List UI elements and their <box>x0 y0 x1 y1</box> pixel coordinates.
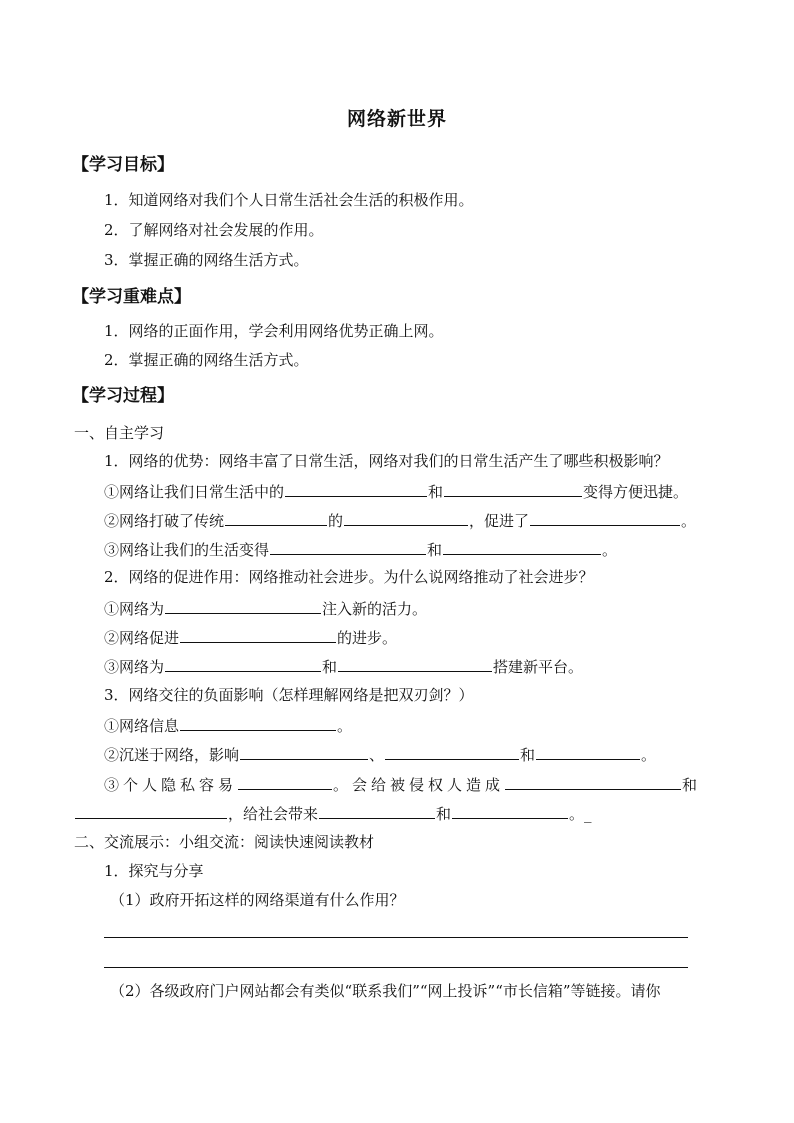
key-point-item: 2．掌握正确的网络生活方式。 <box>104 351 309 369</box>
question-1b: ②网络打破了传统 的 ，促进了 。 <box>104 509 696 531</box>
answer-blank[interactable] <box>180 714 336 731</box>
answer-blank[interactable] <box>240 743 368 760</box>
answer-blank[interactable] <box>238 773 332 790</box>
question-1a: ①网络让我们日常生活中的 和 变得方便迅捷。 <box>104 480 688 502</box>
question-3: 3．网络交往的负面影响（怎样理解网络是把双刃剑？） <box>104 686 474 704</box>
answer-blank[interactable] <box>530 509 680 526</box>
question-3a: ①网络信息 。 <box>104 714 352 736</box>
answer-blank[interactable] <box>536 743 640 760</box>
answer-blank[interactable] <box>319 802 435 819</box>
question-1c: ③网络让我们的生活变得 和 。 <box>104 538 617 560</box>
prompt-2: （2）各级政府门户网站都会有类似“联系我们”“网上投诉”“市长信箱”等链接。请你 <box>110 982 661 1000</box>
question-3c: ③个人隐私容易 。会给被侵权人造成 和 <box>104 773 701 795</box>
page-title: 网络新世界 <box>346 108 447 130</box>
answer-blank[interactable] <box>270 538 426 555</box>
key-points-heading: 【学习重难点】 <box>72 287 191 307</box>
part1-title: 一、自主学习 <box>74 424 165 442</box>
question-1: 1．网络的优势：网络丰富了日常生活，网络对我们的日常生活产生了哪些积极影响？ <box>104 452 669 470</box>
answer-blank[interactable] <box>225 509 327 526</box>
answer-line[interactable] <box>104 937 688 938</box>
process-heading: 【学习过程】 <box>72 386 174 406</box>
part2-title: 二、交流展示：小组交流：阅读快速阅读教材 <box>74 833 375 851</box>
question-2c: ③网络为 和 搭建新平台。 <box>104 655 583 677</box>
answer-line[interactable] <box>104 967 688 968</box>
question-2a: ①网络为 注入新的活力。 <box>104 597 427 619</box>
answer-blank[interactable] <box>180 626 336 643</box>
question-3d: ，给社会带来 和 。_ <box>74 802 592 824</box>
question-2: 2．网络的促进作用：网络推动社会进步。为什么说网络推动了社会进步？ <box>104 568 594 586</box>
answer-blank[interactable] <box>443 538 601 555</box>
answer-blank[interactable] <box>452 802 568 819</box>
prompt-1: （1）政府开拓这样的网络渠道有什么作用？ <box>110 891 405 909</box>
goal-item: 2．了解网络对社会发展的作用。 <box>104 221 324 239</box>
answer-blank[interactable] <box>344 509 468 526</box>
answer-blank[interactable] <box>285 480 427 497</box>
answer-blank[interactable] <box>505 773 681 790</box>
answer-blank[interactable] <box>385 743 519 760</box>
goal-item: 1．知道网络对我们个人日常生活社会生活的积极作用。 <box>104 191 474 209</box>
goals-heading: 【学习目标】 <box>72 155 174 175</box>
answer-blank[interactable] <box>75 802 227 819</box>
question-3b: ②沉迷于网络，影响 、 和 。 <box>104 743 656 765</box>
question-2b: ②网络促进 的进步。 <box>104 626 397 648</box>
answer-blank[interactable] <box>338 655 492 672</box>
answer-blank[interactable] <box>165 655 321 672</box>
answer-blank[interactable] <box>444 480 582 497</box>
goal-item: 3．掌握正确的网络生活方式。 <box>104 251 309 269</box>
key-point-item: 1．网络的正面作用，学会利用网络优势正确上网。 <box>104 322 444 340</box>
subsection-1: 1．探究与分享 <box>104 862 204 880</box>
answer-blank[interactable] <box>165 597 321 614</box>
